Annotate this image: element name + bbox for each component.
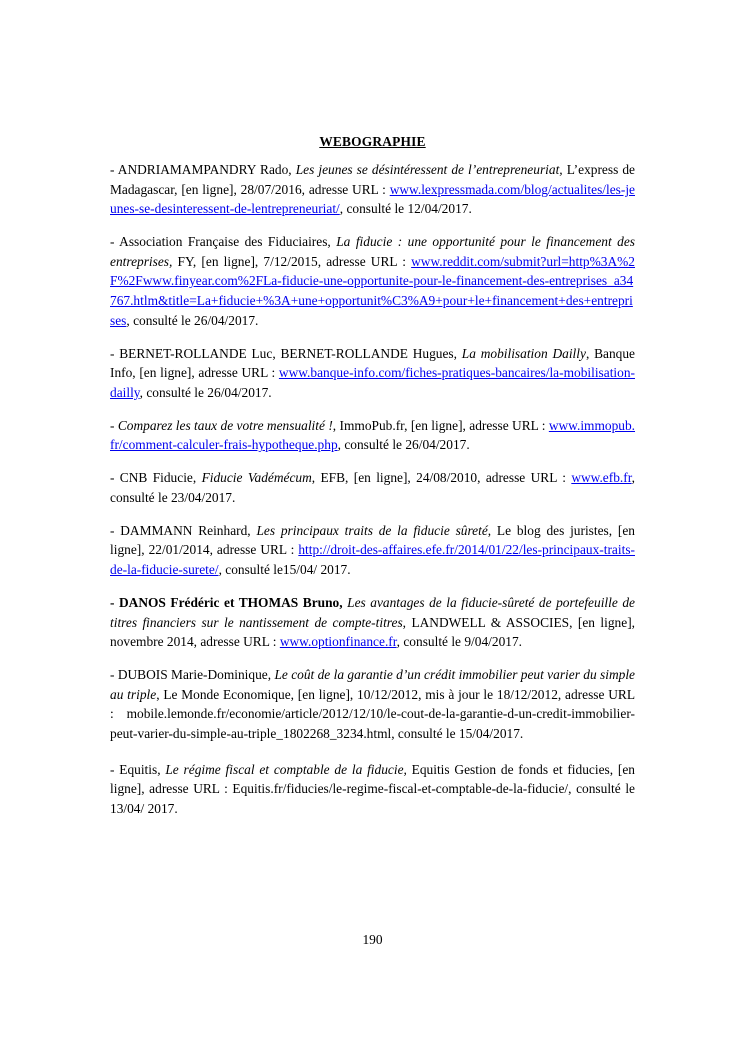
entry-title: Fiducie Vadémécum (201, 470, 312, 486)
entry-url-link[interactable]: http://droit-des-affaires.efe.fr/2014/01/22/les-principaux-traits-de-la-fiducie-surete/ (110, 542, 635, 578)
entry-details: , Le blog des juristes, [en ligne], 22/01/2014, adresse URL : (110, 522, 635, 558)
entry-consulted: , consulté le15/04/ 2017. (218, 562, 351, 578)
entry-prefix: - Equitis, (110, 761, 166, 777)
entry-url-link[interactable]: www.banque-info.com/fiches-pratiques-bancaires/la-mobilisation-dailly (110, 365, 635, 400)
entry-prefix: - Association Française des Fiduciaires, (110, 234, 337, 250)
entry-title: Les jeunes se désintéressent de l’entrepreneuriat, (295, 162, 563, 177)
entry-prefix: - BERNET-ROLLANDE Luc, BERNET-ROLLANDE Hugues, (110, 345, 462, 361)
entry-details: , Banque Info, [en ligne], adresse URL : (110, 345, 635, 381)
entry-url-link[interactable]: www.efb.fr (571, 470, 632, 486)
bibliography-entry (110, 665, 635, 743)
entry-details: Equitis Gestion de fonds et fiducies, [en ligne], adresse URL : Equitis.fr/fiducies/le-regime-fiscal-et-comptable-de-la-fiducie/, consulté le 13/04/ 2017. (110, 761, 635, 816)
entry-prefix: - DAMMANN Reinhard, (110, 522, 257, 538)
entry-title: Comparez les taux de votre mensualité ! (117, 417, 333, 433)
page-number: 190 (362, 932, 383, 947)
entry-title: La fiducie : une opportunité pour le financement des entreprises, (110, 234, 635, 269)
entry-url-link[interactable]: www.lexpressmada.com/blog/actualites/les-jeunes-se-desinteressent-de-lentrepreneuriat/ (110, 181, 635, 217)
entry-consulted: , consulté le 12/04/2017. (339, 201, 472, 217)
entry-url-link[interactable]: www.immopub.fr/comment-calculer-frais-hypotheque.php (110, 417, 636, 453)
entry-title: La mobilisation Dailly (461, 345, 586, 361)
entry-title: Le coût de la garantie d’un crédit immobilier peut varier du simple au triple (110, 667, 635, 702)
bibliography-entry (110, 416, 635, 455)
entry-prefix: - CNB Fiducie, (110, 470, 202, 486)
bibliography-entry (110, 468, 635, 507)
entry-consulted: , consulté le 9/04/2017. (396, 634, 523, 650)
bibliography-entry (110, 760, 635, 819)
entry-url-link[interactable]: www.reddit.com/submit?url=http%3A%2F%2Fwww.finyear.com%2FLa-fiducie-une-opportunite-pour-le-financement-des-entreprises_a34767.htlm&title=La+fiducie+%3A+une+opportunit%C3%A9+pour+le+financement+des+entreprises (110, 253, 635, 328)
entry-prefix: - ANDRIAMAMPANDRY Rado, (110, 162, 296, 177)
entry-details: FY, [en ligne], 7/12/2015, adresse URL : (172, 253, 412, 269)
entry-prefix: - (110, 417, 118, 433)
entry-details: , EFB, [en ligne], 24/08/2010, adresse URL : (311, 470, 572, 486)
entry-title: Les avantages de la fiducie-sûreté de portefeuille de titres financiers sur le nantissement de compte-titres (110, 595, 635, 630)
entry-details: , LANDWELL & ASSOCIES, [en ligne], novembre 2014, adresse URL : (110, 614, 635, 650)
entry-details: , Le Monde Economique, [en ligne], 10/12/2012, mis à jour le 18/12/2012, adresse URL : mobile.lemonde.fr/economie/article/2012/12/10/le-cout-de-la-garantie-d-un-credit-immobilier-peut-varier-du-simple-au-triple_1802268_3234.html, consulté le 15/04/2017. (110, 686, 636, 741)
entry-consulted: , consulté le 26/04/2017. (337, 437, 470, 453)
entry-details: , ImmoPub.fr, [en ligne], adresse URL : (332, 417, 549, 433)
bibliography-entry (110, 521, 635, 580)
entry-details: L’express de Madagascar, [en ligne], 28/07/2016, adresse URL : (110, 162, 635, 197)
bibliography-entry (110, 160, 635, 219)
entry-consulted: , consulté le 23/04/2017. (110, 470, 635, 505)
bibliography-list (110, 160, 635, 828)
entry-consulted: , consulté le 26/04/2017. (139, 384, 272, 400)
entry-title: Le régime fiscal et comptable de la fiducie, (165, 761, 407, 777)
bibliography-entry (110, 344, 635, 403)
entry-url-link[interactable]: www.optionfinance.fr (279, 634, 397, 650)
entry-prefix: - DUBOIS Marie-Dominique, (110, 667, 275, 683)
bibliography-entry (110, 232, 635, 330)
bibliography-entry (110, 593, 635, 652)
entry-consulted: , consulté le 26/04/2017. (126, 312, 259, 328)
entry-title: Les principaux traits de la fiducie sûreté (256, 522, 488, 538)
entry-prefix: - DANOS Frédéric et THOMAS Bruno, (110, 595, 348, 611)
page-title: WEBOGRAPHIE (319, 134, 426, 149)
